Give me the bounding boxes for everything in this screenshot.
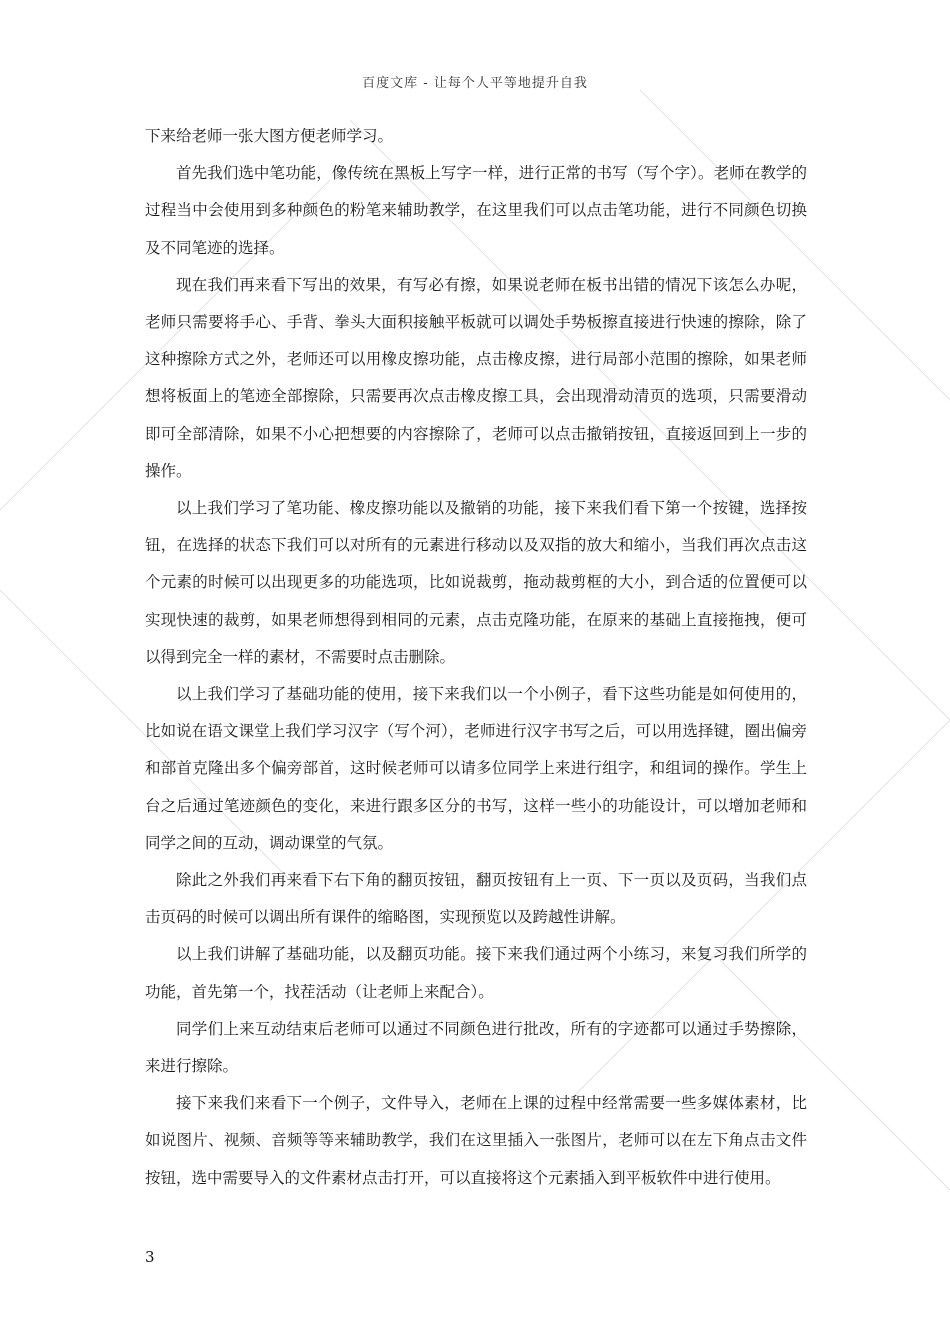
paragraph: 首先我们选中笔功能，像传统在黑板上写字一样，进行正常的书写（写个字）。老师在教学的过程当中会使用到多种颜色的粉笔来辅助教学，在这里我们可以点击笔功能，进行不同颜色切换及不同笔迹的选择。: [145, 164, 807, 257]
paragraph: 以上我们讲解了基础功能，以及翻页功能。接下来我们通过两个小练习，来复习我们所学的功能，首先第一个，找茬活动（让老师上来配合）。: [145, 945, 807, 1001]
paragraph: 下来给老师一张大图方便老师学习。: [145, 127, 394, 145]
paragraph: 以上我们学习了基础功能的使用，接下来我们以一个小例子，看下这些功能是如何使用的，比如说在语文课堂上我们学习汉字（写个河），老师进行汉字书写之后，可以用选择键，圈出偏旁和部首克隆出多个偏旁部首，这时候老师可以请多位同学上来进行组字，和组词的操作。学生上台之后通过笔迹颜色的变化，来进行跟多区分的书写，这样一些小的功能设计，可以增加老师和同学之间的互动，调动课堂的气氛。: [145, 685, 807, 852]
page-number: 3: [145, 1248, 155, 1266]
paragraph: 现在我们再来看下写出的效果，有写必有擦，如果说老师在板书出错的情况下该怎么办呢，老师只需要将手心、手背、拳头大面积接触平板就可以调处手势板擦直接进行快速的擦除，除了这种擦除方式之外，老师还可以用橡皮擦功能，点击橡皮擦，进行局部小范围的擦除，如果老师想将板面上的笔迹全部擦除，只需要再次点击橡皮擦工具，会出现滑动清页的选项，只需要滑动即可全部清除，如果不小心把想要的内容擦除了，老师可以点击撤销按钮，直接返回到上一步的操作。: [145, 275, 807, 480]
paragraph: 接下来我们来看下一个例子，文件导入，老师在上课的过程中经常需要一些多媒体素材，比如说图片、视频、音频等等来辅助教学，我们在这里插入一张图片，老师可以在左下角点击文件按钮，选中需要导入的文件素材点击打开，可以直接将这个元素插入到平板软件中进行使用。: [145, 1094, 807, 1187]
paragraph: 除此之外我们再来看下右下角的翻页按钮，翻页按钮有上一页、下一页以及页码，当我们点击页码的时候可以调出所有课件的缩略图，实现预览以及跨越性讲解。: [145, 871, 807, 927]
paragraph: 同学们上来互动结束后老师可以通过不同颜色进行批改，所有的字迹都可以通过手势擦除，来进行擦除。: [145, 1019, 807, 1076]
page-header: 百度文库 - 让每个人平等地提升自我: [362, 76, 588, 91]
document-body: [145, 118, 807, 1197]
paragraph: 以上我们学习了笔功能、橡皮擦功能以及撤销的功能，接下来我们看下第一个按键，选择按钮，在选择的状态下我们可以对所有的元素进行移动以及双指的放大和缩小，当我们再次点击这个元素的时候可以出现更多的功能选项，比如说裁剪，拖动裁剪框的大小，到合适的位置便可以实现快速的裁剪，如果老师想得到相同的元素，点击克隆功能，在原来的基础上直接拖拽，便可以得到完全一样的素材，不需要时点击删除。: [145, 499, 807, 666]
